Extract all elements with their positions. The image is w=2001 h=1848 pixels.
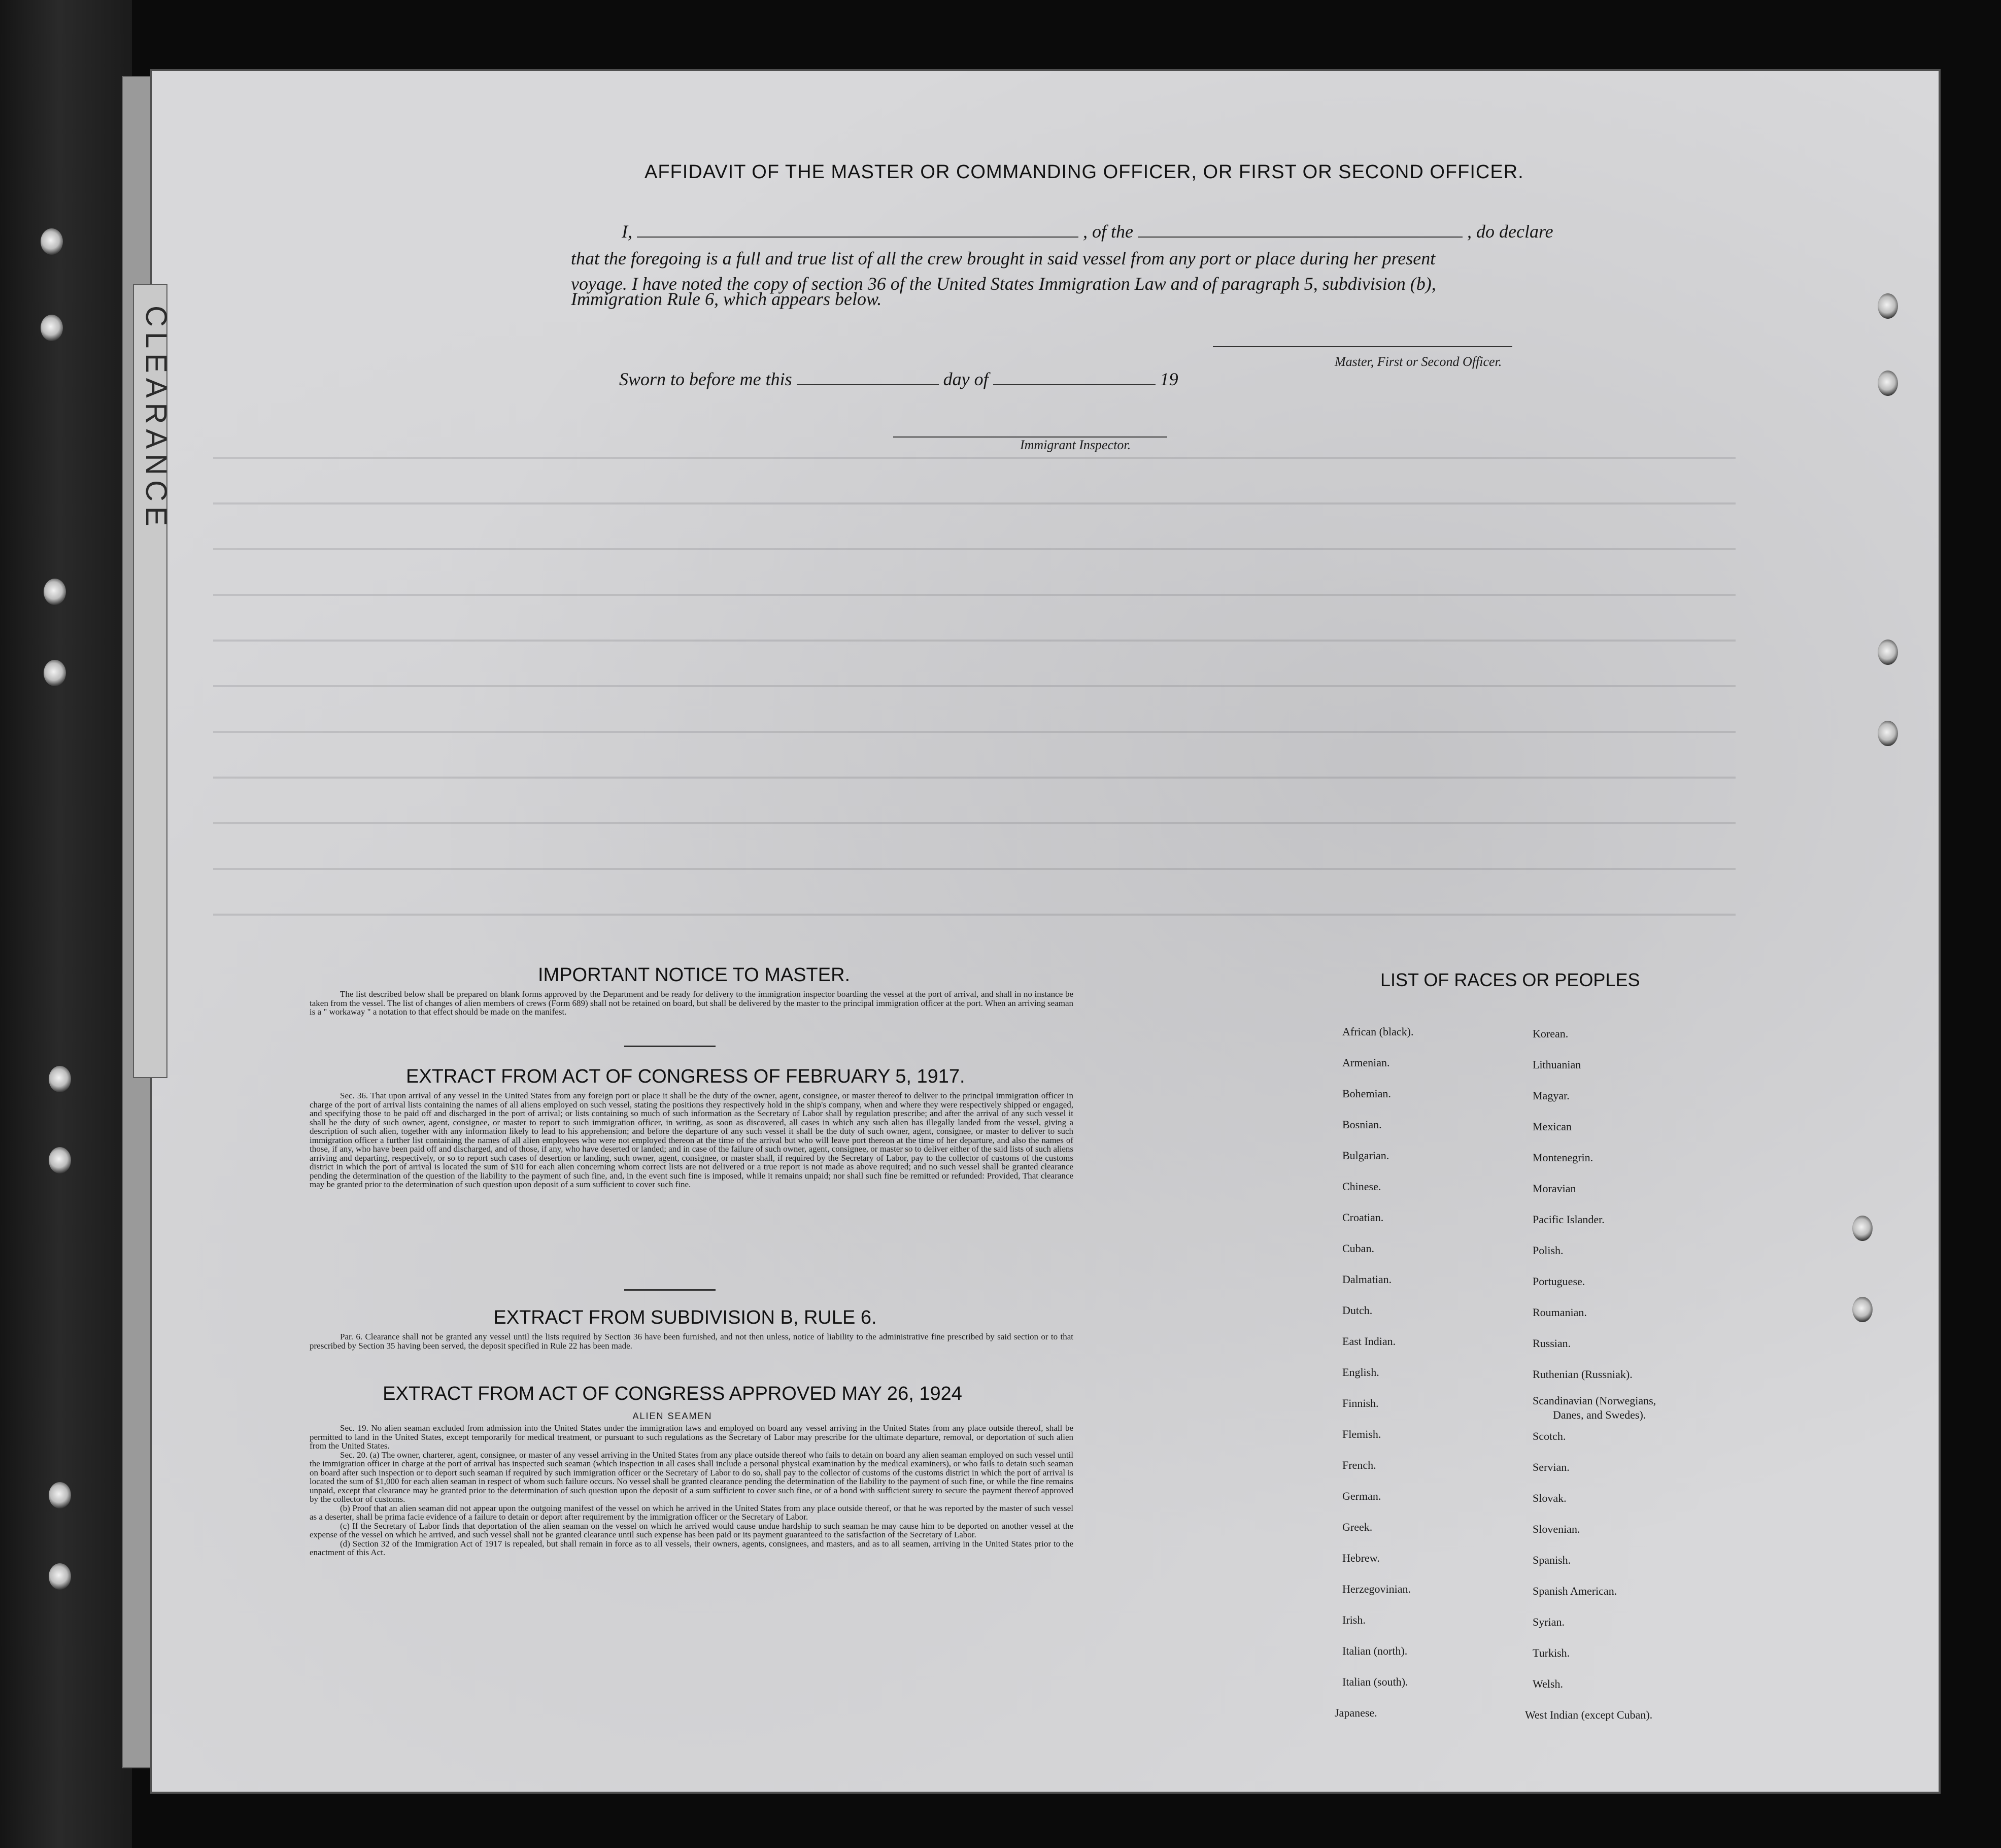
margin-stamp-text: CLEARANCE — [140, 306, 173, 531]
race-item: Montenegrin. — [1533, 1151, 1593, 1164]
race-item: Roumanian. — [1533, 1306, 1587, 1319]
bleed-through-row — [213, 640, 1736, 642]
race-item: Croatian. — [1342, 1211, 1384, 1224]
margin-stamp-strip — [133, 284, 173, 1078]
affidavit-title: AFFIDAVIT OF THE MASTER OR COMMANDING OFFICER, OR FIRST OR SECOND OFFICER. — [645, 161, 1524, 183]
year-prefix: 19 — [1160, 369, 1178, 389]
race-item: Polish. — [1533, 1244, 1564, 1257]
binder-hole — [49, 1066, 71, 1092]
binder-hole — [1852, 1297, 1873, 1322]
race-item: Scotch. — [1533, 1430, 1566, 1442]
vessel-name-blank — [1138, 223, 1463, 238]
bleed-through-row — [213, 777, 1736, 779]
extract-rule6-paragraph: Par. 6. Clearance shall not be granted any vessel until the lists required by Section 36 have been furnished, and not then unless, notice of liability to the administrative fine prescribed by said section or to that prescribed by Section 35 having been served, the deposit specified in Rule 22 has been made. — [310, 1332, 1073, 1351]
affidavit-line-1 — [622, 221, 1553, 242]
affidavit-line-2: that the foregoing is a full and true list of all the crew brought in said vessel from any port or place during her present — [571, 248, 1436, 268]
race-item: Magyar. — [1533, 1089, 1570, 1102]
race-item: German. — [1342, 1490, 1381, 1502]
race-item: Bosnian. — [1342, 1118, 1382, 1131]
master-name-blank — [637, 223, 1078, 238]
binder-hole — [1878, 293, 1898, 319]
binder-hole — [44, 579, 66, 605]
bleed-through-row — [213, 822, 1736, 824]
race-item-continued: Danes, and Swedes). — [1553, 1408, 1646, 1421]
race-item: Welsh. — [1533, 1677, 1563, 1690]
race-item: Spanish. — [1533, 1554, 1571, 1566]
race-item-multiline — [1533, 1394, 1715, 1422]
master-signature-label: Master, First or Second Officer. — [1335, 354, 1502, 369]
binder-hole — [1878, 371, 1898, 396]
sec-20b-paragraph: (b) Proof that an alien seaman did not appear upon the outgoing manifest of the vessel on which he arrived in the United States from any place outside thereof, or that he was reported by the master of such vessel as a deserter, shall be prima facie evidence of a failure to detain or deport after requirement by the immigration officer or the Secretary of Labor. — [310, 1503, 1073, 1522]
section-divider — [624, 1289, 716, 1291]
extract-1924-text — [310, 1424, 1073, 1660]
race-item: Spanish American. — [1533, 1585, 1617, 1597]
sec-19-paragraph: Sec. 19. No alien seaman excluded from admission into the United States under the immigration laws and employed on board any vessel arriving in the United States from any place outside thereof, shall be permitted to land in the United States, except temporarily for medical treatment, or pursuant to such regulations as the Secretary of Labor may prescribe for the ultimate departure, removal, or deportation of such alien from the United States. — [310, 1424, 1073, 1451]
race-item: Scandinavian (Norwegians, — [1533, 1394, 1656, 1407]
race-item: Slovak. — [1533, 1492, 1567, 1504]
binder-hole — [49, 1147, 71, 1173]
master-signature-line — [1213, 346, 1512, 347]
sec-20c-paragraph: (c) If the Secretary of Labor finds that deportation of the alien seaman on the vessel on which he arrived would cause undue hardship to such seaman he may cause him to be deported on another vessel at the expense of the vessel on which he arrived, and such vessel shall not be granted clearance until such expense has been paid or its payment guaranteed to the satisfaction of the Secretary of Labor. — [310, 1521, 1073, 1539]
race-item: Moravian — [1533, 1182, 1576, 1195]
binder-hole — [1878, 640, 1898, 665]
race-item: Mexican — [1533, 1120, 1572, 1133]
sworn-day-blank — [797, 371, 939, 385]
binder-hole — [49, 1482, 71, 1508]
binder-hole — [1878, 721, 1898, 746]
race-item: Russian. — [1533, 1337, 1571, 1350]
extract-1917-paragraph: Sec. 36. That upon arrival of any vessel in the United States from any foreign port or place it shall be the duty of the owner, agent, consignee, or master thereof to deliver to the principal immigration officer in charge of the port of arrival lists containing the names of all aliens employed on such vessel, stating the positions they respectively hold in the ship's company, when and where they were respectively shipped or engaged, and specifying those to be paid off and discharged in the port of arrival; or lists containing so much of such information as the Secretary of Labor shall by regulation prescribe; and after the arrival of any such vessel it shall be the duty of such owner, agent, consignee, or master to report to such immigration officer, in writing, as soon as discovered, all cases in which any such alien has illegally landed from the vessel, giving a description of such alien, together with any information likely to lead to his apprehension; and before the departure of any such vessel it shall be the duty of such owner, agent, consignee, or master to deliver to such immigration officer a further list containing the names of all alien employees who were not employed thereon at the time of the arrival but who will leave port thereon at the time of her departure, and also the names of those, if any, who have been paid off and discharged, and of those, if any, who have deserted or landed; and in case of the failure of such owner, agent, consignee, or master so to deliver either of the said lists of such aliens arriving and departing, respectively, or so to report such cases of desertion or landing, such owner, agent, consignee, or master shall, if required by the Secretary of Labor, pay to the collector of customs of the customs district in which the port of arrival is located the sum of $10 for each alien concerning whom correct lists are not delivered or a true report is not made as above required; and no such vessel shall be granted clearance pending the determination of the question of the liability to the payment of such fine, and, in the event such fine is imposed, while it remains unpaid; nor shall such fine be remitted or refunded: Provided, That clearance may be granted prior to the determination of such question upon deposit of a sum sufficient to cover such fine. — [310, 1091, 1073, 1189]
extract-rule6-title: EXTRACT FROM SUBDIVISION B, RULE 6. — [493, 1307, 877, 1328]
notice-title: IMPORTANT NOTICE TO MASTER. — [538, 964, 851, 986]
race-item: Finnish. — [1342, 1397, 1379, 1409]
race-item: French. — [1342, 1459, 1376, 1471]
race-item: Bulgarian. — [1342, 1149, 1389, 1162]
sec-20d-paragraph: (d) Section 32 of the Immigration Act of 1917 is repealed, but shall remain in force as to all vessels, their owners, agents, consignees, and masters, and as to all seamen, arriving in the United States prior to the enactment of this Act. — [310, 1538, 1073, 1557]
bleed-through-row — [213, 502, 1736, 505]
race-item: Slovenian. — [1533, 1523, 1580, 1535]
race-item: Servian. — [1533, 1461, 1570, 1473]
day-of-label: day of — [943, 369, 989, 389]
extract-rule6-text — [310, 1332, 1073, 1363]
affidavit-of-the-label: , of the — [1083, 221, 1133, 242]
race-item: African (black). — [1342, 1025, 1414, 1038]
binder-hole — [41, 315, 63, 341]
extract-1917-title: EXTRACT FROM ACT OF CONGRESS OF FEBRUARY 5, 1917. — [406, 1066, 965, 1087]
sworn-line — [619, 368, 1178, 390]
section-divider — [624, 1046, 716, 1047]
race-item: Italian (north). — [1342, 1644, 1408, 1657]
bleed-through-row — [213, 685, 1736, 687]
race-item: East Indian. — [1342, 1335, 1396, 1348]
bleed-through-row — [213, 868, 1736, 870]
race-item: Cuban. — [1342, 1242, 1374, 1255]
races-title: LIST OF RACES OR PEOPLES — [1380, 969, 1640, 990]
binder-hole — [41, 228, 63, 255]
race-item: Lithuanian — [1533, 1058, 1581, 1071]
affidavit-line-3: voyage. I have noted the copy of section 36 of the United States Immigration Law and of paragraph 5, subdivision (b), — [571, 274, 1436, 294]
affidavit-line-4: Immigration Rule 6, which appears below. — [571, 289, 882, 309]
bleed-through-row — [213, 548, 1736, 550]
race-item: Greek. — [1342, 1521, 1373, 1533]
affidavit-do-declare: , do declare — [1467, 221, 1553, 242]
notice-text — [310, 990, 1073, 1038]
binder-hole — [44, 660, 66, 686]
binder-hole — [1852, 1216, 1873, 1241]
sec-20a-paragraph: Sec. 20. (a) The owner, charterer, agent, consignee, or master of any vessel arriving in the United States from any place outside thereof who fails to detain on board any alien seaman employed on such vessel until the immigration officer in charge at the port of arrival has inspected such seaman (which inspection in all cases shall include a personal physical examination by the medical examiners), or who fails to detain such seaman on board after such inspection or to deport such seaman if required by such immigration officer or the Secretary of Labor to do so, shall pay to the collector of customs of the customs district in which the port of arrival is located the sum of $1,000 for each alien seaman in respect of whom such failure occurs. No vessel shall be granted clearance pending the determination of the liability to the payment of such fine, or while the fine remains unpaid, except that clearance may be granted prior to the determination of such question upon the deposit of a sum sufficient to cover such fine, or of a bond with sufficient surety to secure the payment thereof approved by the collector of customs. — [310, 1450, 1073, 1504]
bleed-through-row — [213, 731, 1736, 733]
race-item: West Indian (except Cuban). — [1525, 1708, 1653, 1721]
extract-1917-text — [310, 1091, 1073, 1279]
race-item: Dalmatian. — [1342, 1273, 1392, 1286]
race-item: Portuguese. — [1533, 1275, 1585, 1288]
race-item: Irish. — [1342, 1614, 1366, 1626]
race-item: Italian (south). — [1342, 1675, 1408, 1688]
race-item: English. — [1342, 1366, 1379, 1379]
race-item: Ruthenian (Russniak). — [1533, 1368, 1633, 1381]
race-item: Syrian. — [1533, 1616, 1565, 1628]
sworn-month-blank — [993, 371, 1156, 385]
race-item: Herzegovinian. — [1342, 1583, 1411, 1595]
race-item: Turkish. — [1533, 1647, 1570, 1659]
race-item: Flemish. — [1342, 1428, 1381, 1440]
inspector-label: Immigrant Inspector. — [1020, 438, 1131, 452]
race-item: Japanese. — [1335, 1706, 1377, 1719]
sworn-label: Sworn to before me this — [619, 369, 792, 389]
race-item: Chinese. — [1342, 1180, 1381, 1193]
binder-hole — [49, 1563, 71, 1590]
race-item: Korean. — [1533, 1027, 1569, 1040]
race-item: Hebrew. — [1342, 1552, 1380, 1564]
affidavit-i-label: I, — [622, 221, 632, 242]
notice-paragraph: The list described below shall be prepared on blank forms approved by the Department and be ready for delivery to the immigration inspector boarding the vessel at the port of arrival, and shall in no instance be taken from the vessel. The list of changes of alien members of crews (Form 689) shall not be retained on board, but shall be delivered by the master to the principal immigration officer at the port. When an arriving seaman is a " workaway " a notation to that effect should be made on the manifest. — [310, 990, 1073, 1017]
extract-1924-title: EXTRACT FROM ACT OF CONGRESS APPROVED MAY 26, 1924 — [383, 1383, 962, 1404]
bleed-through-row — [213, 594, 1736, 596]
extract-1924-subtitle: ALIEN SEAMEN — [632, 1411, 713, 1421]
race-item: Armenian. — [1342, 1056, 1390, 1069]
race-item: Dutch. — [1342, 1304, 1373, 1317]
bleed-through-row — [213, 914, 1736, 916]
race-item: Bohemian. — [1342, 1087, 1391, 1100]
bleed-through-row — [213, 457, 1736, 459]
race-item: Pacific Islander. — [1533, 1213, 1605, 1226]
